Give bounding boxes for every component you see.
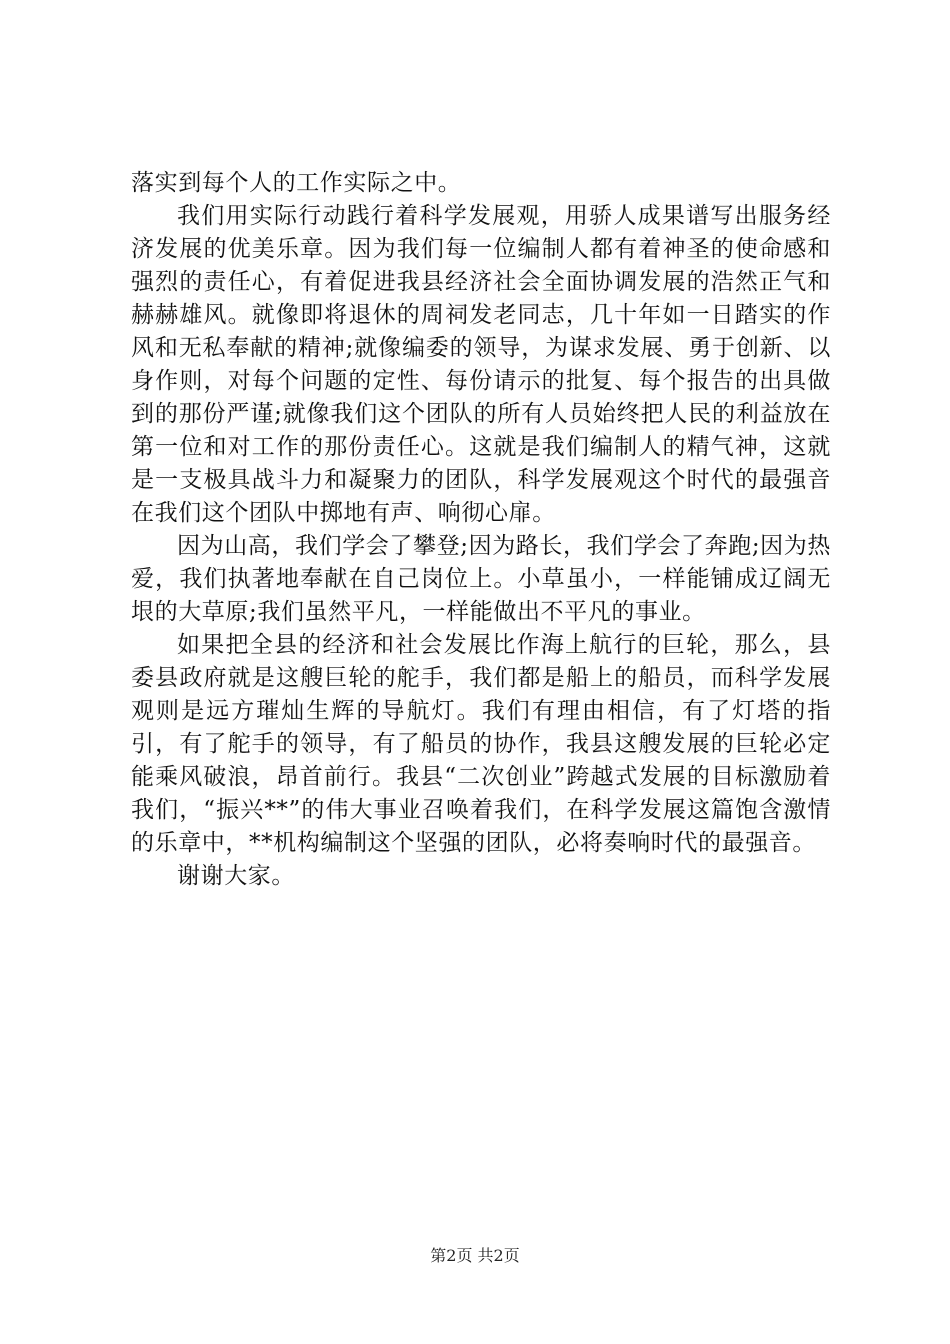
paragraph-giant-ship: 如果把全县的经济和社会发展比作海上航行的巨轮，那么，县委县政府就是这艘巨轮的舵手，我们都是船上的船员，而科学发展观则是远方璀灿生辉的导航灯。我们有理由相信，有了灯塔的指引，有了舵手的领导，有了船员的协作，我县这艘发展的巨轮必定能乘风破浪，昂首前行。我县“二次创业”跨越式发展的目标激励着我们，“振兴**”的伟大事业召唤着我们，在科学发展这篇饱含激情的乐章中，**机构编制这个坚强的团队，必将奏响时代的最强音。 xyxy=(131,632,831,856)
document-body xyxy=(131,167,831,893)
paragraph-continuation: 落实到每个人的工作实际之中。 xyxy=(131,170,462,196)
page-number-footer: 第2页 共2页 xyxy=(430,1246,520,1265)
paragraph-mountain-road: 因为山高，我们学会了攀登;因为路长，我们学会了奔跑;因为热爱，我们执著地奉献在自己岗位上。小草虽小，一样能铺成辽阔无垠的大草原;我们虽然平凡，一样能做出不平凡的事业。 xyxy=(131,533,831,625)
paragraph-thanks: 谢谢大家。 xyxy=(177,863,295,889)
paragraph-scientific-development: 我们用实际行动践行着科学发展观，用骄人成果谱写出服务经济发展的优美乐章。因为我们每一位编制人都有着神圣的使命感和强烈的责任心，有着促进我县经济社会全面协调发展的浩然正气和赫赫雄风。就像即将退休的周祠发老同志，几十年如一日踏实的作风和无私奉献的精神;就像编委的领导，为谋求发展、勇于创新、以身作则，对每个问题的定性、每份请示的批复、每个报告的出具做到的那份严谨;就像我们这个团队的所有人员始终把人民的利益放在第一位和对工作的那份责任心。这就是我们编制人的精气神，这就是一支极具战斗力和凝聚力的团队，科学发展观这个时代的最强音在我们这个团队中掷地有声、响彻心扉。 xyxy=(131,203,831,526)
